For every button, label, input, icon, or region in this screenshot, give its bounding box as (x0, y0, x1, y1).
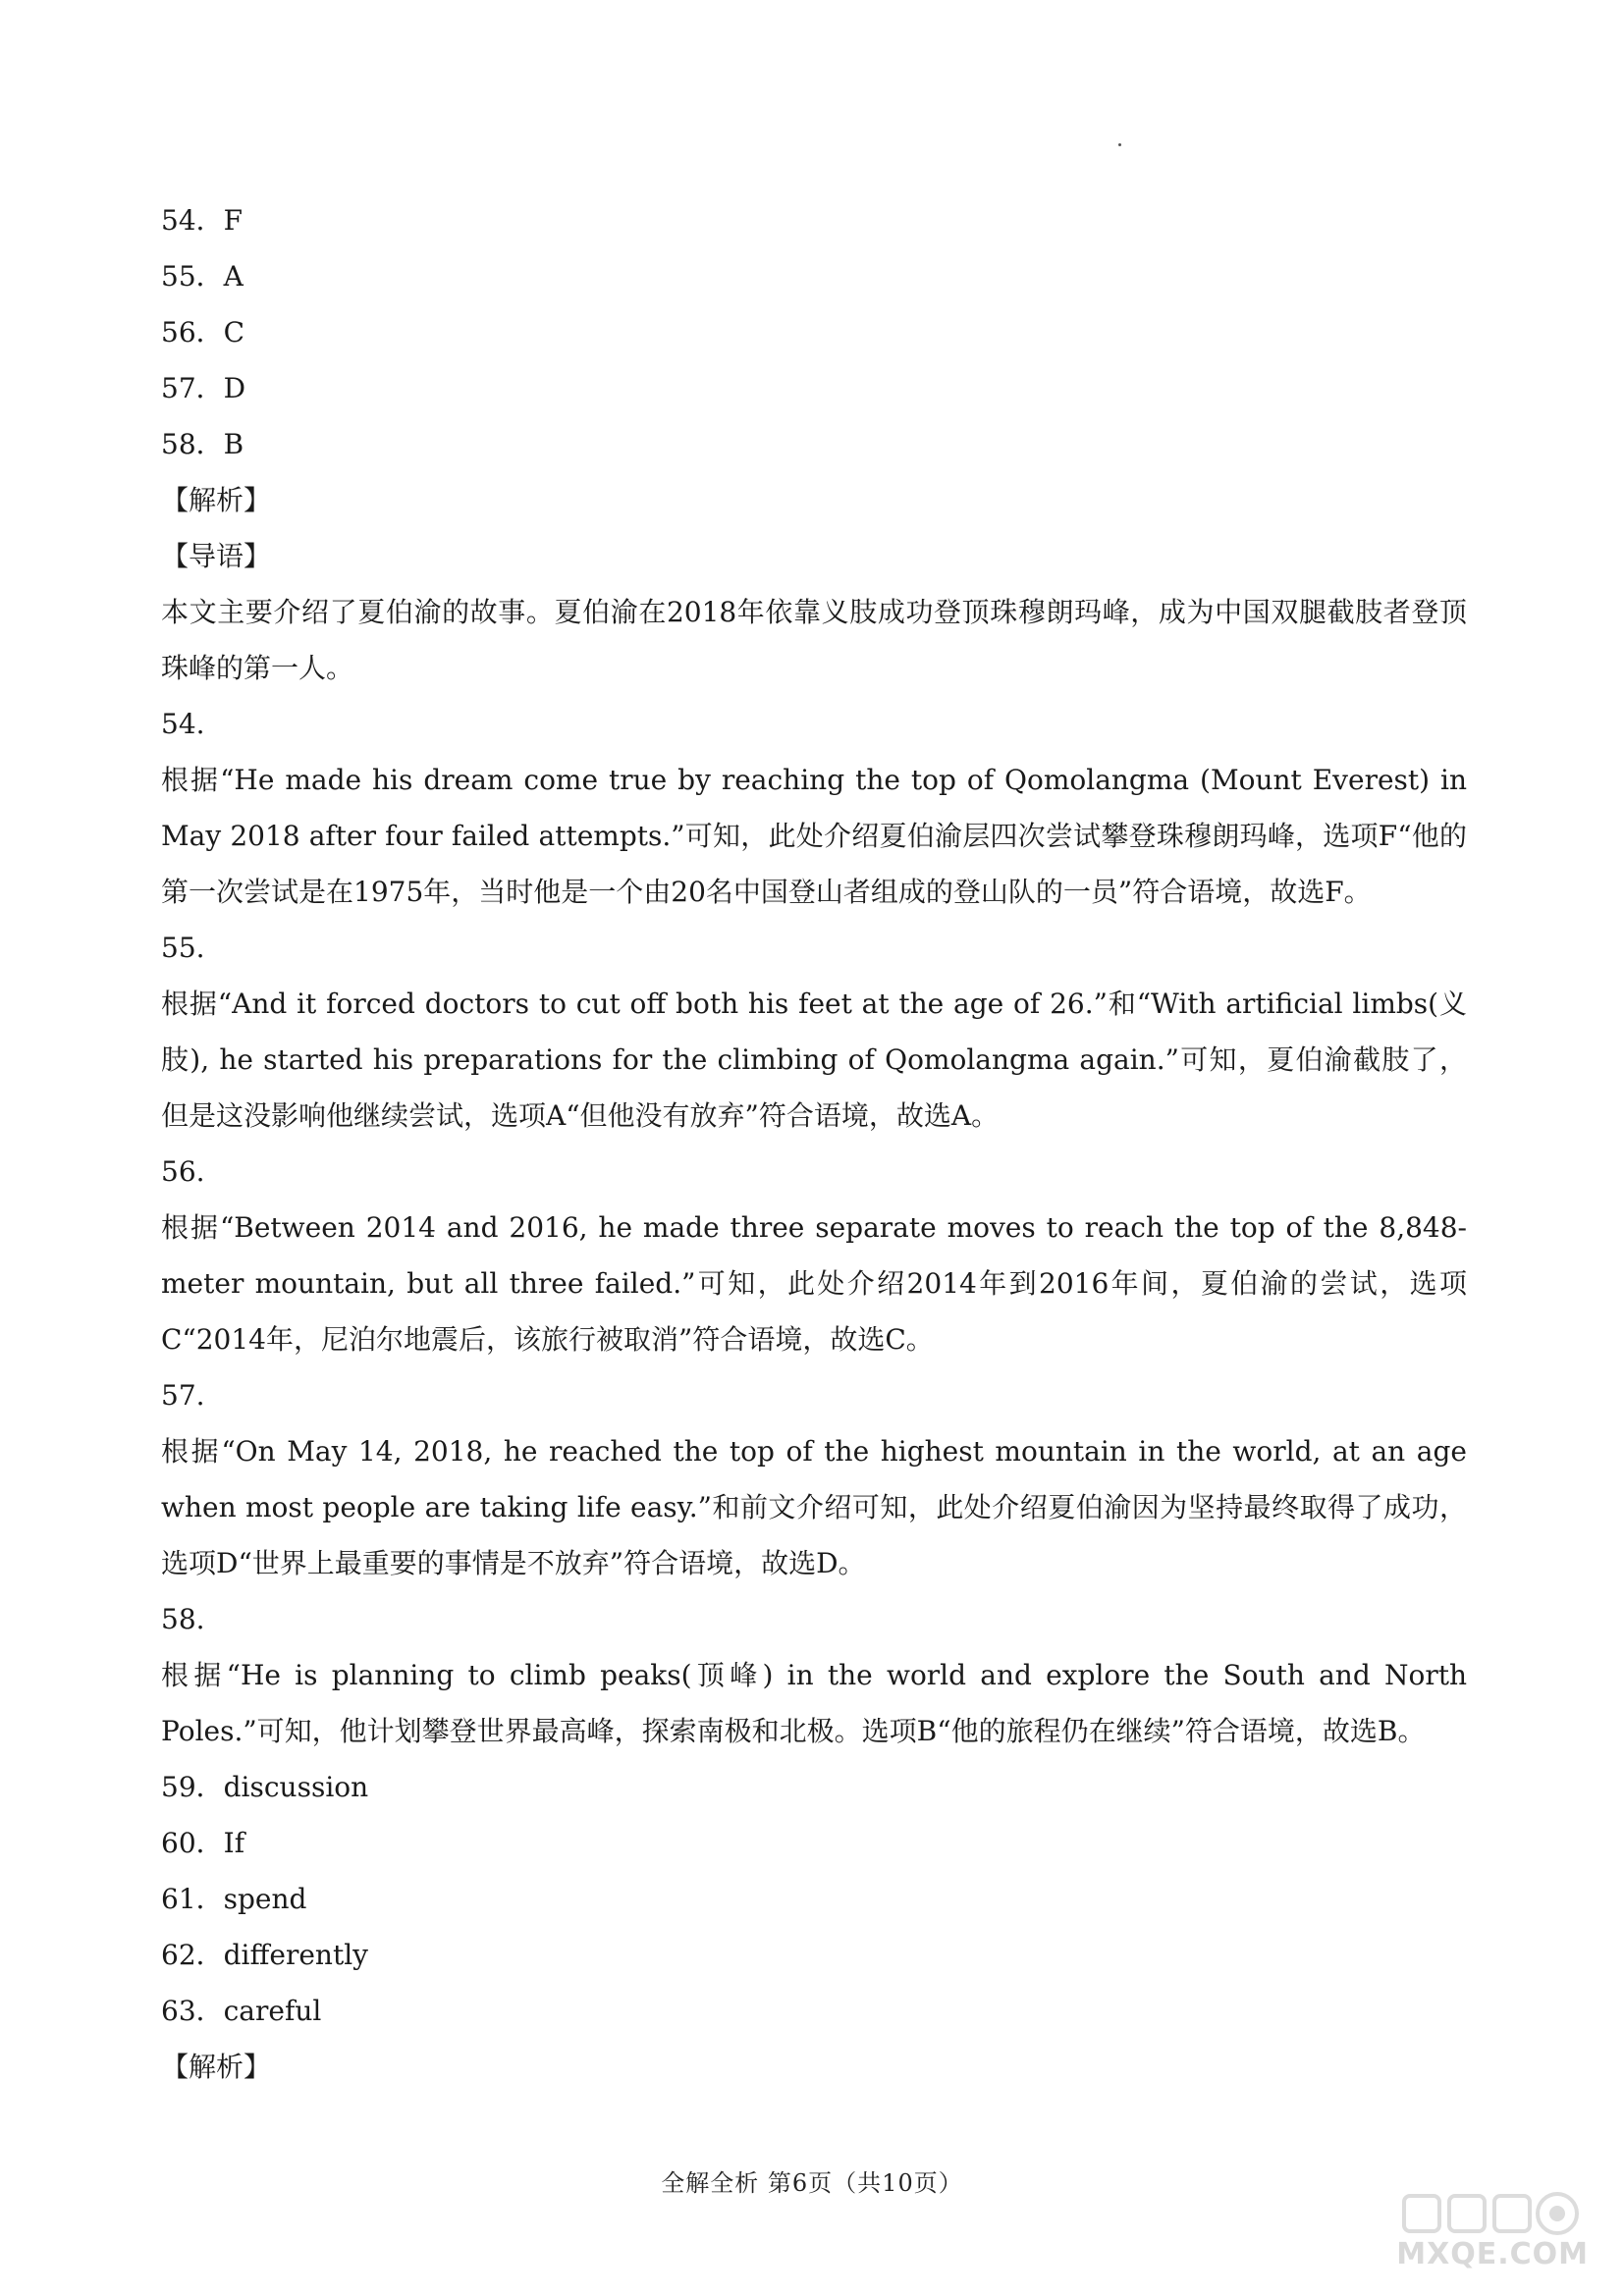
explanation-text-57: 根据“On May 14, 2018, he reached the top of the highest mountain in the world, at an age when most people are taking life easy.”和前文介绍可知，此处介绍夏伯渝因为坚持最终取得了成功，选项D“世界上最重要的事情是不放弃”符合语境，故选D。 (161, 1435, 1467, 1579)
section-label-jiexi: 【解析】 (161, 484, 272, 516)
answer-55: 55．A (161, 260, 244, 293)
explanation-number-54: 54. (161, 708, 205, 740)
section-label-daoyu: 【导语】 (161, 540, 272, 572)
watermark-text: MXQE.COM (1396, 2237, 1589, 2271)
answer-54: 54．F (161, 204, 244, 237)
answer-63: 63．careful (161, 1995, 322, 2027)
scan-dot (1118, 143, 1121, 146)
answer-60: 60．If (161, 1827, 245, 1859)
watermark-logo-icon (1400, 2190, 1587, 2239)
explanation-number-57: 57. (161, 1379, 205, 1412)
answer-57: 57．D (161, 372, 246, 404)
explanation-text-55: 根据“And it forced doctors to cut off both his feet at the age of 26.”和“With artificial limbs(义肢), he started his preparations for the climbing of Qomolangma again.”可知，夏伯渝截肢了，但是这没影响他继续尝试，选项A“但他没有放弃”符合语境，故选A。 (161, 988, 1467, 1132)
answer-59: 59．discussion (161, 1771, 369, 1803)
explanation-text-54: 根据“He made his dream come true by reaching the top of Qomolangma (Mount Everest) in May 2018 after four failed attempts.”可知，此处介绍夏伯渝层四次尝试攀登珠穆朗玛峰，选项F“他的第一次尝试是在1975年，当时他是一个由20名中国登山者组成的登山队的一员”符合语境，故选F。 (161, 764, 1467, 908)
answer-62: 62．differently (161, 1939, 368, 1971)
explanation-text-56: 根据“Between 2014 and 2016, he made three separate moves to reach the top of the 8,848-meter mountain, but all three failed.”可知，此处介绍2014年到2016年间，夏伯渝的尝试，选项C“2014年，尼泊尔地震后，该旅行被取消”符合语境，故选C。 (161, 1211, 1467, 1356)
explanation-number-56: 56. (161, 1155, 205, 1188)
explanation-text-58: 根据“He is planning to climb peaks(顶峰) in the world and explore the South and North Poles.”可知，他计划攀登世界最高峰，探索南极和北极。选项B“他的旅程仍在继续”符合语境，故选B。 (161, 1659, 1467, 1747)
watermark (1392, 2190, 1589, 2278)
page-content (161, 192, 1467, 2095)
intro-paragraph: 本文主要介绍了夏伯渝的故事。夏伯渝在2018年依靠义肢成功登顶珠穆朗玛峰，成为中国双腿截肢者登顶珠峰的第一人。 (161, 596, 1467, 684)
page-footer: 全解全析 第6页（共10页） (661, 2169, 963, 2197)
answer-61: 61．spend (161, 1883, 307, 1915)
explanation-number-58: 58. (161, 1603, 205, 1635)
answer-58: 58．B (161, 428, 244, 460)
answer-56: 56．C (161, 316, 245, 348)
section-label-jiexi-2: 【解析】 (161, 2051, 272, 2083)
explanation-number-55: 55. (161, 932, 205, 964)
